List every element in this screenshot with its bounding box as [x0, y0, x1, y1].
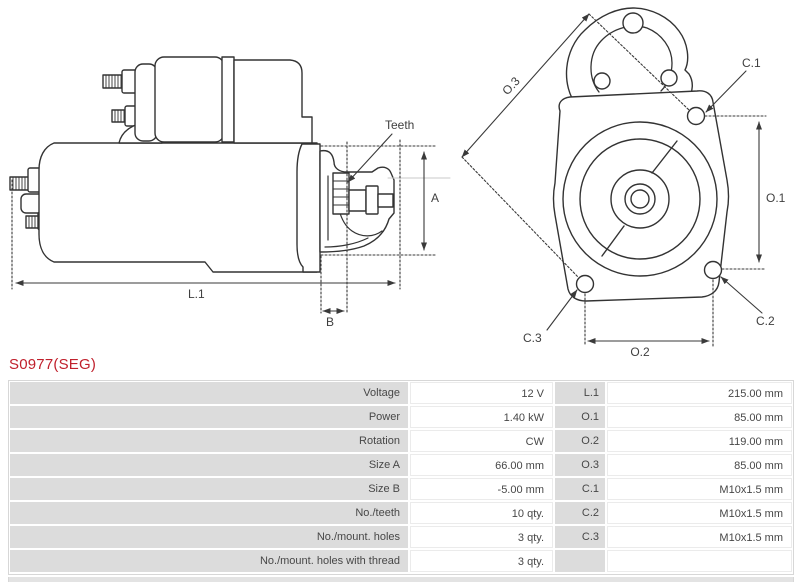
- solenoid-endcap: [135, 64, 157, 141]
- solenoid-body: [155, 57, 224, 142]
- spec-label: Rotation: [10, 430, 408, 452]
- spec-label: No./mount. holes: [10, 526, 408, 548]
- spec-dim-label: C.1: [555, 478, 605, 500]
- spec-label: No./mount. holes with thread: [10, 550, 408, 572]
- spec-dim-label: C.3: [555, 526, 605, 548]
- solenoid-terminal-studs: [103, 70, 137, 126]
- spec-label: Size A: [10, 454, 408, 476]
- spec-value: CW: [410, 430, 553, 452]
- mount-hole-c3: [577, 276, 594, 293]
- motor-body: [39, 143, 317, 272]
- upper-right-hole: [661, 70, 677, 86]
- spec-row: [10, 430, 792, 452]
- side-view-diagram: [10, 57, 450, 329]
- part-number: S0977(SEG): [9, 356, 97, 373]
- spec-dim-label: O.1: [555, 406, 605, 428]
- spec-row: [10, 478, 792, 500]
- spec-value: -5.00 mm: [410, 478, 553, 500]
- drive-housing-rear: [234, 60, 312, 143]
- spec-dim-label: O.3: [555, 454, 605, 476]
- spec-dim-value: [607, 550, 792, 572]
- dim-c1-label: C.1: [742, 56, 761, 70]
- spec-row: [10, 406, 792, 428]
- spec-value: 3 qty.: [410, 550, 553, 572]
- spec-dim-label: [555, 550, 605, 572]
- dim-c2-label: C.2: [756, 314, 775, 328]
- mount-hole-c2: [705, 262, 722, 279]
- spec-dim-value: M10x1.5 mm: [607, 502, 792, 524]
- spec-dim-value: 85.00 mm: [607, 454, 792, 476]
- dim-o1-label: O.1: [766, 191, 786, 205]
- spec-dim-value: M10x1.5 mm: [607, 478, 792, 500]
- spec-row: [10, 382, 792, 404]
- upper-left-hole: [594, 73, 610, 89]
- spec-dim-value: 215.00 mm: [607, 382, 792, 404]
- dim-l1-label: L.1: [188, 287, 205, 301]
- spec-row: [10, 454, 792, 476]
- spec-row: [10, 550, 792, 572]
- spec-label: Voltage: [10, 382, 408, 404]
- dim-b-label: B: [326, 315, 335, 329]
- spec-row: [10, 526, 792, 548]
- spec-label: Size B: [10, 478, 408, 500]
- dim-a-label: A: [431, 191, 440, 205]
- spec-value: 10 qty.: [410, 502, 553, 524]
- mount-hole-c1: [688, 108, 705, 125]
- table-row-partial: [8, 577, 794, 582]
- spec-label: Power: [10, 406, 408, 428]
- dim-o3-label: O.3: [499, 74, 523, 98]
- spec-value: 66.00 mm: [410, 454, 553, 476]
- spec-value: 1.40 kW: [410, 406, 553, 428]
- spec-table: [8, 380, 794, 575]
- spec-dim-value: M10x1.5 mm: [607, 526, 792, 548]
- spec-row: [10, 502, 792, 524]
- spec-dim-label: L.1: [555, 382, 605, 404]
- front-view-diagram: [462, 8, 786, 356]
- spec-dim-label: C.2: [555, 502, 605, 524]
- spec-value: 12 V: [410, 382, 553, 404]
- spec-dim-value: 119.00 mm: [607, 430, 792, 452]
- mounting-flange: [297, 144, 320, 272]
- spec-value: 3 qty.: [410, 526, 553, 548]
- solenoid-ring: [222, 57, 234, 142]
- dim-c3-label: C.3: [523, 331, 542, 345]
- dim-o2-label: O.2: [630, 345, 650, 356]
- spec-dim-label: O.2: [555, 430, 605, 452]
- teeth-label: Teeth: [385, 118, 415, 132]
- top-guide-hole: [623, 13, 643, 33]
- spec-label: No./teeth: [10, 502, 408, 524]
- spec-dim-value: 85.00 mm: [607, 406, 792, 428]
